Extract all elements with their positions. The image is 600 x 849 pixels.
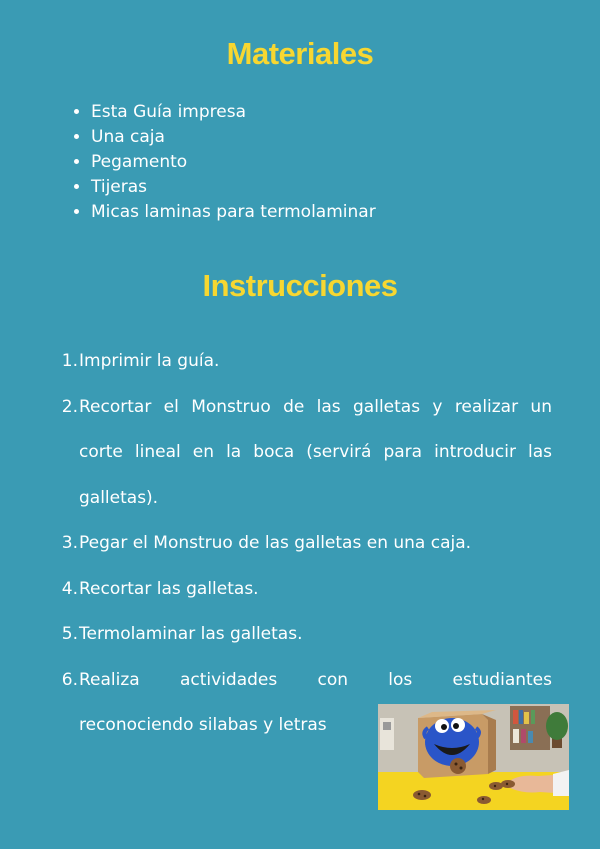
cookie — [450, 758, 466, 774]
step-number: 3. — [61, 533, 78, 553]
step-number: 6. — [61, 669, 78, 690]
step-item — [58, 339, 552, 385]
step-text-line: corte lineal en la boca (servirá para introducir las — [79, 442, 552, 462]
step-text: Recortar las galletas. — [79, 578, 259, 599]
step-item — [58, 612, 552, 658]
instructions-heading: Instrucciones — [202, 268, 398, 303]
photo-illustration — [378, 704, 569, 810]
list-item: • Pegamento — [91, 150, 376, 175]
step-number: 1. — [61, 351, 78, 371]
step-number: 2. — [61, 396, 78, 417]
step-text: Termolaminar las galletas. — [79, 624, 303, 644]
step-text-line: galletas). — [79, 487, 159, 508]
list-item: • Tijeras — [91, 175, 376, 200]
cookie — [477, 796, 491, 804]
list-item: • Esta Guía impresa — [91, 100, 376, 125]
list-item: • Una caja — [91, 125, 376, 150]
step-text: Imprimir la guía. — [79, 351, 220, 371]
materials-heading: Materiales — [226, 36, 374, 71]
step-item — [58, 385, 552, 522]
cookie-monster-box-photo — [378, 704, 569, 810]
materials-list — [70, 100, 376, 225]
step-number: 4. — [61, 578, 78, 599]
step-item — [58, 567, 552, 613]
step-text: Pegar el Monstruo de las galletas en una caja. — [79, 533, 472, 553]
step-text-line: Recortar el Monstruo de las galletas y realizar un — [79, 396, 552, 417]
step-item — [58, 521, 552, 567]
cookie — [413, 790, 431, 800]
instructions-list — [58, 339, 552, 749]
list-item: • Micas laminas para termolaminar — [91, 200, 376, 225]
plant — [546, 712, 568, 740]
step-text-line: reconociendo silabas y letras — [79, 715, 327, 735]
step-text-line: Realiza actividades con los estudiantes — [79, 669, 552, 690]
step-number: 5. — [61, 624, 78, 644]
